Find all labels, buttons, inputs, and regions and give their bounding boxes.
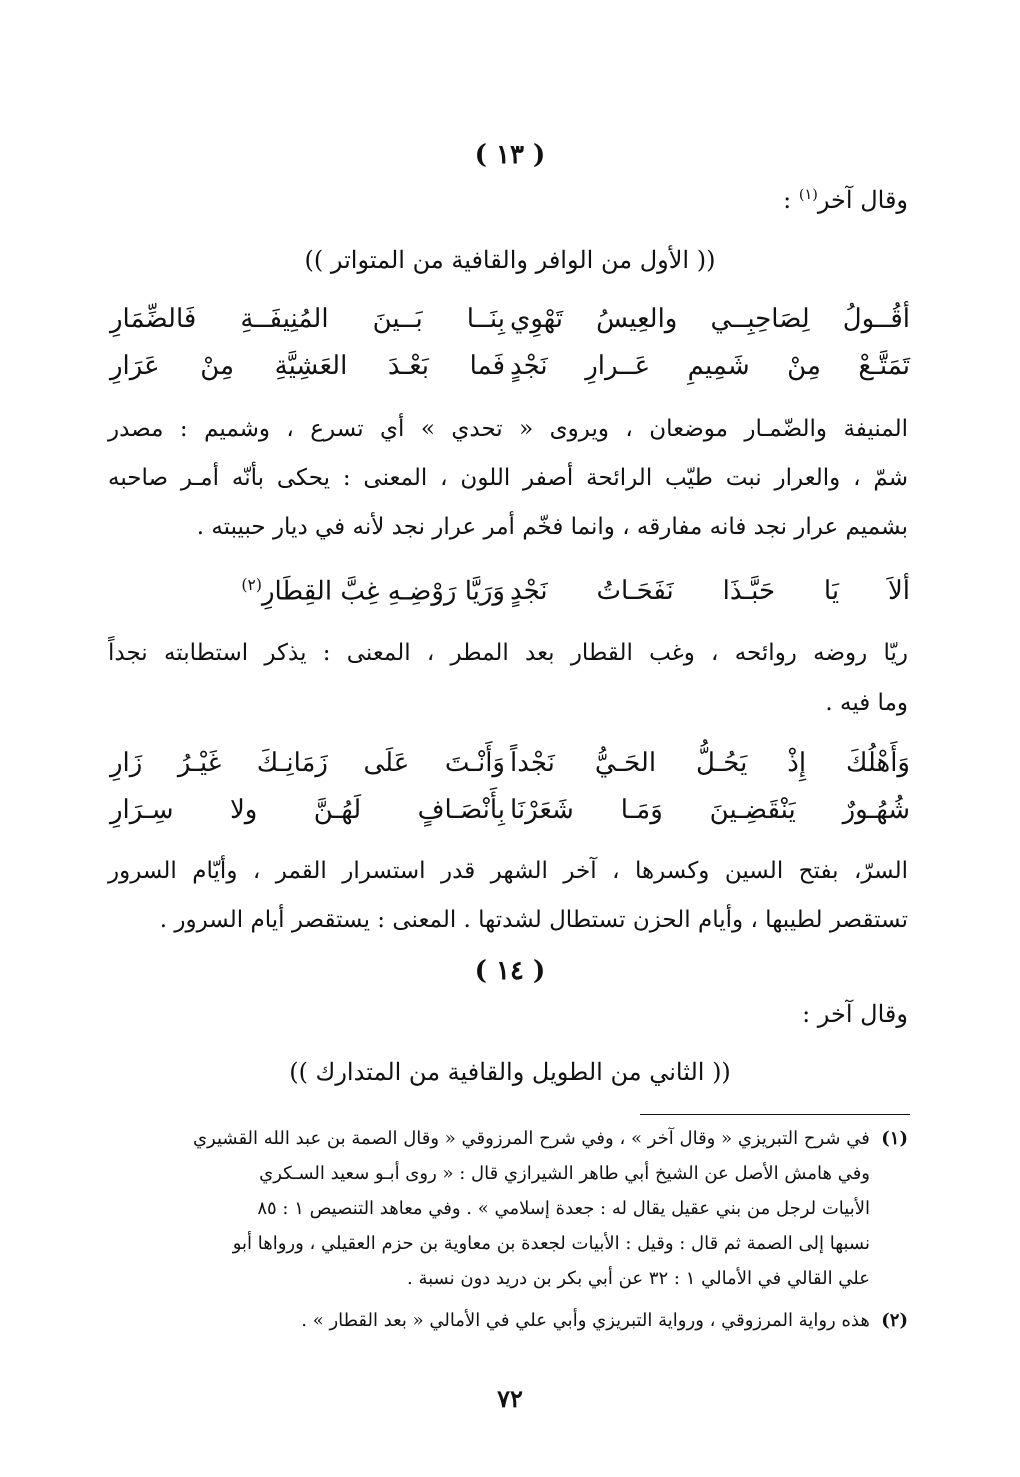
footnote-ref: (١)	[798, 187, 818, 203]
verse-hemistich-second: بِنَــا بَــينَ المُنِيفَــةِ فَالضِّمَارِ	[110, 304, 505, 334]
footnote-text: هذه رواية المرزوقي ، ورواية التبريزي وأبي علي في الأمالي « بعد القطار » .	[301, 1310, 870, 1331]
speaker-colon: :	[783, 186, 799, 214]
speaker-label: وقال آخر :	[802, 1000, 908, 1028]
verse-line	[110, 576, 910, 616]
verse-hemistich-second: فَما بَعْـدَ العَشِيَّةِ مِنْ عَرَارِ	[110, 351, 505, 381]
verse-line	[110, 795, 910, 835]
footnote-number: (٢)	[881, 1310, 908, 1331]
commentary-line: بشميم عرار نجد فانه مفارقه ، وانما فخّم أمر عرار نجد لأنه في ديار حبيبته .	[196, 514, 908, 540]
speaker-line	[783, 186, 908, 214]
verse-hemistich-first: وَأَهْلُكَ إِذْ يَحُـلُّ الحَـيُّ نَجْداً	[510, 748, 910, 778]
speaker-label: وقال آخر	[817, 186, 908, 214]
footnote-number: (١)	[881, 1128, 908, 1149]
verse-hemistich-second-wrap	[110, 576, 505, 607]
verse-hemistich-second: بِأَنْصَـافٍ لَهُـنَّ ولا سِـرَارِ	[110, 795, 505, 825]
section-number: ( ١٤ )	[474, 956, 546, 986]
footnote-line	[118, 1128, 908, 1149]
footnote-line: الأبيات لرجل من بني عقيل يقال له : جعدة إسلامي » . وفي معاهد التنصيص ١ : ٨٥	[257, 1198, 870, 1219]
verse-hemistich-first: شُهُـورٌ يَنْقَضِـينَ وَمَـا شَعَرْنَا	[510, 795, 910, 825]
commentary-line: السرّ، بفتح السين وكسرها ، آخر الشهر قدر استسرار القمر ، وأيّام السرور	[108, 858, 908, 884]
footnote-line: نسبها إلى الصمة ثم قال : وقيل : الأبيات لجعدة بن معاوية بن حزم العقيلي ، ورواها أبو	[232, 1233, 870, 1254]
verse-hemistich-first: تَمَتَّـعْ مِنْ شَمِيمِ عَــرارِ نَجْدٍ	[510, 351, 910, 381]
verse-hemistich-second: وَأَنْـتَ عَلَى زَمَانِـكَ غَيْـرُ زَارِ	[110, 748, 505, 778]
commentary-line: وما فيه .	[825, 690, 908, 716]
footnote-line: علي القالي في الأمالي ١ : ٣٢ عن أبي بكر بن دريد دون نسبة .	[407, 1268, 870, 1289]
footnote-divider	[640, 1114, 910, 1115]
commentary-line: شمّ ، والعرار نبت طيّب الرائحة أصفر اللون ، المعنى : يحكى بأنّه أمـر صاحبه	[108, 465, 908, 491]
verse-line	[110, 351, 910, 391]
meter-heading: (( الأول من الوافر والقافية من المتواتر ))	[304, 246, 716, 274]
commentary-line: المنيفة والضّمـار موضعان ، ويروى « تحدي » أي تسرع ، وشميم : مصدر	[108, 416, 908, 442]
verse-line	[110, 304, 910, 344]
verse-hemistich-second: وَرَيَّا رَوْضِـهِ غِبَّ القِطَارِ	[261, 576, 505, 607]
footnote-line: وفي هامش الأصل عن الشيخ أبي طاهر الشيرازي قال : « روى أبـو سعيد السـكري	[259, 1163, 870, 1184]
verse-hemistich-first: ألاَ يَا حَبَّـذَا نَفَحَـاتُ نَجْدٍ	[510, 576, 910, 606]
section-number: ( ١٣ )	[474, 140, 546, 170]
footnote-text: في شرح التبريزي « وقال آخر » ، وفي شرح المرزوقي « وقال الصمة بن عبد الله القشيري	[192, 1128, 870, 1149]
footnote-ref: (٢)	[241, 576, 262, 594]
verse-line	[110, 748, 910, 788]
verse-hemistich-first: أقُــولُ لِصَاحِبِــي والعِيسُ تَهْوِي	[510, 304, 910, 334]
commentary-line: ريّا روضه روائحه ، وغب القطار بعد المطر ، المعنى : يذكر استطابته نجداً	[108, 640, 908, 666]
footnote-line	[118, 1310, 908, 1331]
commentary-line: تستقصر لطيبها ، وأيام الحزن تستطال لشدتها . المعنى : يستقصر أيام السرور .	[159, 907, 908, 933]
meter-heading: (( الثاني من الطويل والقافية من المتدارك ))	[289, 1058, 731, 1086]
page-number: ٧٢	[497, 1384, 523, 1413]
